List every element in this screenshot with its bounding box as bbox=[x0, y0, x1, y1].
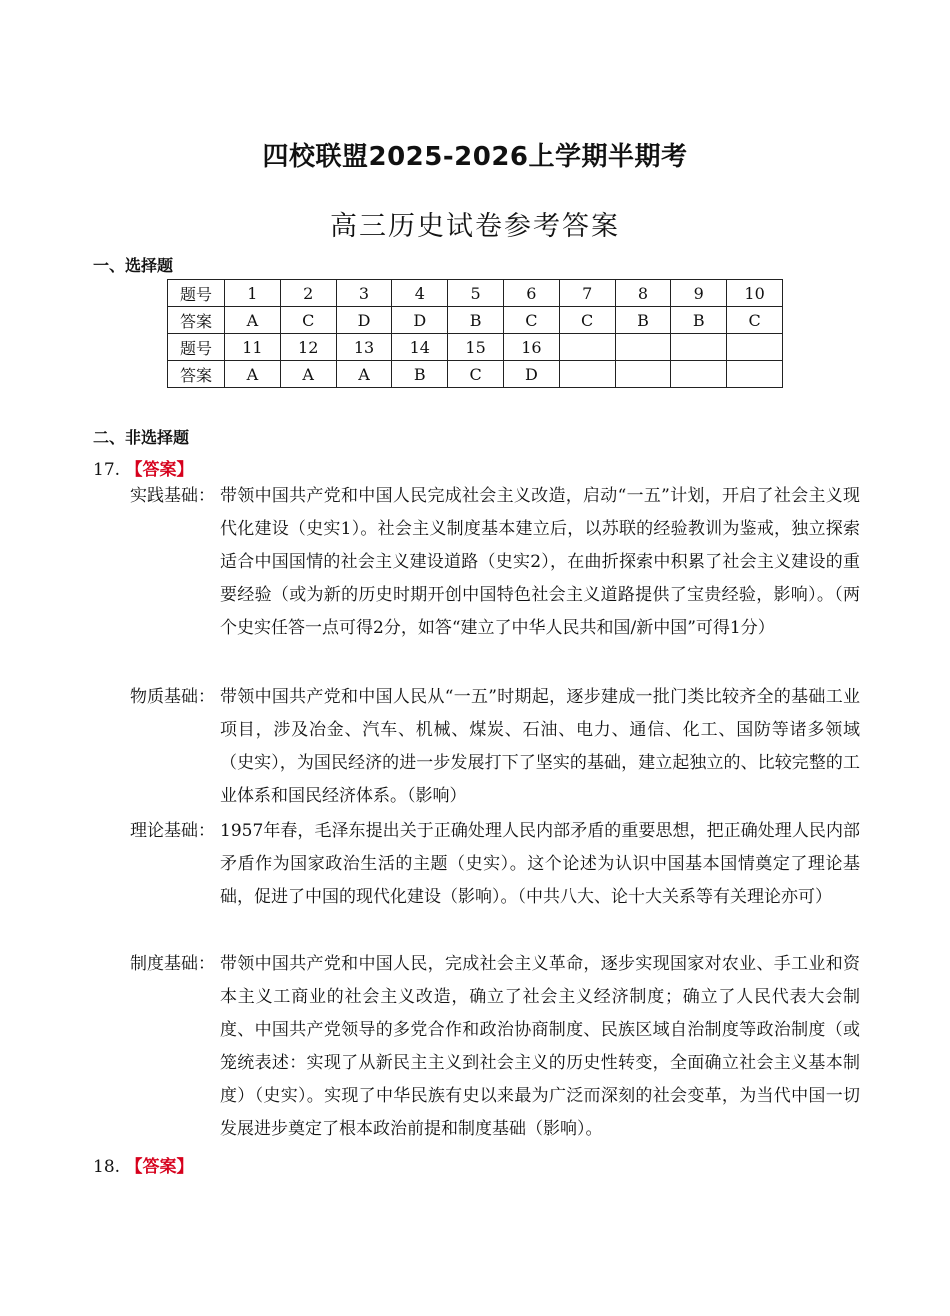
question-17-heading bbox=[93, 455, 193, 480]
table-cell: C bbox=[503, 307, 559, 334]
q17-part-practice bbox=[130, 480, 860, 645]
table-cell: 9 bbox=[671, 280, 727, 307]
table-cell: D bbox=[503, 361, 559, 388]
table-cell: C bbox=[559, 307, 615, 334]
row-header: 答案 bbox=[168, 361, 225, 388]
exam-title: 四校联盟2025-2026上学期半期考 bbox=[262, 142, 688, 172]
table-cell: 11 bbox=[225, 334, 281, 361]
q17-part-theory bbox=[130, 815, 860, 914]
table-cell: C bbox=[280, 307, 336, 334]
answer-mark: 【答案】 bbox=[125, 460, 194, 480]
table-cell: 8 bbox=[615, 280, 671, 307]
part-text: 带领中国共产党和中国人民完成社会主义改造，启动“一五”计划，开启了社会主义现代化建设（史实1）。社会主义制度基本建立后，以苏联的经验教训为鉴戒，独立探索适合中国国情的社会主义建设道路（史实2），在曲折探索中积累了社会主义建设的重要经验（或为新的历史时期开创中国特色社会主义道路提供了宝贵经验，影响）。（两个史实任答一点可得2分，如答“建立了中华人民共和国/新中国”可得1分） bbox=[220, 486, 860, 638]
answer-mark: 【答案】 bbox=[125, 1157, 194, 1177]
table-cell: D bbox=[336, 307, 392, 334]
question-number: 18. bbox=[93, 1157, 121, 1177]
table-row bbox=[168, 307, 783, 334]
question-number: 17. bbox=[93, 460, 121, 480]
table-cell: 3 bbox=[336, 280, 392, 307]
section-non-choice: 二、非选择题 bbox=[93, 428, 190, 447]
table-cell: 10 bbox=[727, 280, 783, 307]
table-cell: B bbox=[671, 307, 727, 334]
table-cell bbox=[727, 334, 783, 361]
row-header: 题号 bbox=[168, 334, 225, 361]
answer-table bbox=[167, 279, 783, 388]
table-cell: 6 bbox=[503, 280, 559, 307]
table-cell bbox=[727, 361, 783, 388]
table-cell: 1 bbox=[225, 280, 281, 307]
table-row bbox=[168, 334, 783, 361]
part-label: 实践基础： bbox=[130, 486, 215, 506]
question-18-heading bbox=[93, 1152, 193, 1177]
table-cell: 15 bbox=[448, 334, 504, 361]
table-cell: 2 bbox=[280, 280, 336, 307]
part-label: 制度基础： bbox=[130, 954, 215, 974]
table-cell: D bbox=[392, 307, 448, 334]
table-cell: B bbox=[615, 307, 671, 334]
table-cell: 4 bbox=[392, 280, 448, 307]
table-cell: C bbox=[727, 307, 783, 334]
table-cell bbox=[671, 361, 727, 388]
table-cell: B bbox=[392, 361, 448, 388]
table-cell: B bbox=[448, 307, 504, 334]
q17-part-institution bbox=[130, 948, 860, 1146]
part-text: 1957年春，毛泽东提出关于正确处理人民内部矛盾的重要思想，把正确处理人民内部矛盾作为国家政治生活的主题（史实）。这个论述为认识中国基本国情奠定了理论基础，促进了中国的现代化建设（影响）。（中共八大、论十大关系等有关理论亦可） bbox=[220, 821, 860, 907]
table-cell bbox=[615, 361, 671, 388]
table-cell bbox=[559, 334, 615, 361]
table-cell: 7 bbox=[559, 280, 615, 307]
table-cell: A bbox=[225, 361, 281, 388]
table-cell: A bbox=[336, 361, 392, 388]
row-header: 题号 bbox=[168, 280, 225, 307]
table-cell bbox=[671, 334, 727, 361]
row-header: 答案 bbox=[168, 307, 225, 334]
table-cell: 13 bbox=[336, 334, 392, 361]
part-label: 理论基础： bbox=[130, 821, 215, 841]
part-text: 带领中国共产党和中国人民，完成社会主义革命，逐步实现国家对农业、手工业和资本主义工商业的社会主义改造，确立了社会主义经济制度；确立了人民代表大会制度、中国共产党领导的多党合作和政治协商制度、民族区域自治制度等政治制度（或笼统表述：实现了从新民主主义到社会主义的历史性转变，全面确立社会主义基本制度）（史实）。实现了中华民族有史以来最为广泛而深刻的社会变革，为当代中国一切发展进步奠定了根本政治前提和制度基础（影响）。 bbox=[220, 954, 860, 1139]
table-row bbox=[168, 361, 783, 388]
table-cell: C bbox=[448, 361, 504, 388]
part-label: 物质基础： bbox=[130, 687, 215, 707]
q17-part-material bbox=[130, 681, 860, 813]
table-cell: A bbox=[225, 307, 281, 334]
section-multiple-choice: 一、选择题 bbox=[93, 256, 174, 275]
table-cell: 5 bbox=[448, 280, 504, 307]
table-cell: 12 bbox=[280, 334, 336, 361]
table-cell: 14 bbox=[392, 334, 448, 361]
table-cell bbox=[559, 361, 615, 388]
part-text: 带领中国共产党和中国人民从“一五”时期起，逐步建成一批门类比较齐全的基础工业项目，涉及冶金、汽车、机械、煤炭、石油、电力、通信、化工、国防等诸多领域（史实），为国民经济的进一步发展打下了坚实的基础，建立起独立的、比较完整的工业体系和国民经济体系。（影响） bbox=[220, 687, 860, 806]
table-cell bbox=[615, 334, 671, 361]
table-cell: 16 bbox=[503, 334, 559, 361]
table-cell: A bbox=[280, 361, 336, 388]
table-row bbox=[168, 280, 783, 307]
exam-subtitle: 高三历史试卷参考答案 bbox=[330, 211, 620, 242]
